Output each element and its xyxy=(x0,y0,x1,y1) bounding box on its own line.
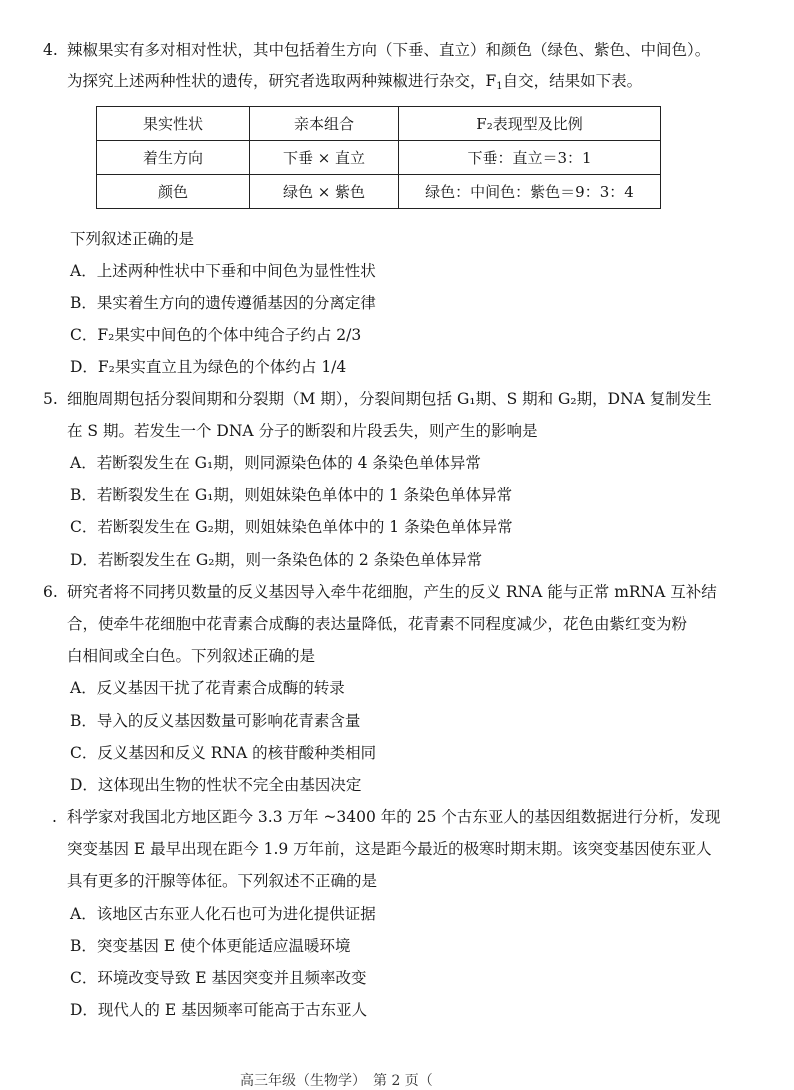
question-4-stem-line-2-text: 为探究上述两种性状的遗传，研究者选取两种辣椒进行杂交，F xyxy=(67,72,497,90)
question-5-stem-line-1: 细胞周期包括分裂间期和分裂期（M 期），分裂间期包括 G₁期、S 期和 G₂期，DNA 复制发生 xyxy=(67,390,712,408)
table-row xyxy=(97,141,661,175)
table-cell: 下垂：直立＝3：1 xyxy=(399,141,661,175)
question-4-stem-line-1: 辣椒果实有多对相对性状，其中包括着生方向（下垂、直立）和颜色（绿色、紫色、中间色）。 xyxy=(67,41,711,59)
question-5-option-a: A．若断裂发生在 G₁期，则同源染色体的 4 条染色单体异常 xyxy=(70,454,481,472)
question-7-option-a: A．该地区古东亚人化石也可为进化提供证据 xyxy=(70,905,376,923)
table-row xyxy=(97,175,661,209)
question-7-option-d: D．现代人的 E 基因频率可能高于古东亚人 xyxy=(70,1001,368,1019)
question-6-option-b: B．导入的反义基因数量可影响花青素含量 xyxy=(70,712,361,730)
question-6-number: 6. xyxy=(43,583,58,601)
question-7-stem-line-2: 突变基因 E 最早出现在距今 1.9 万年前，这是距今最近的极寒时期末期。该突变基因使东亚人 xyxy=(67,840,712,858)
question-4-number: 4. xyxy=(43,41,58,59)
question-4-option-d: D．F₂果实直立且为绿色的个体约占 1/4 xyxy=(70,358,347,376)
question-5-number: 5. xyxy=(43,390,58,408)
question-6-stem-line-2: 合，使牵牛花细胞中花青素合成酶的表达量降低，花青素不同程度减少，花色由紫红变为粉 xyxy=(67,615,688,633)
table-header-cell: 果实性状 xyxy=(97,107,250,141)
question-5-stem-line-2: 在 S 期。若发生一个 DNA 分子的断裂和片段丢失，则产生的影响是 xyxy=(67,422,538,440)
question-4-stem-line-2-end: 自交，结果如下表。 xyxy=(502,72,643,90)
table-cell: 绿色 × 紫色 xyxy=(250,175,399,209)
question-7-stem-line-3: 具有更多的汗腺等体征。下列叙述不正确的是 xyxy=(67,872,378,890)
question-6-option-a: A．反义基因干扰了花青素合成酶的转录 xyxy=(70,679,345,697)
table-header-cell: F₂表现型及比例 xyxy=(399,107,661,141)
table-cell: 颜色 xyxy=(97,175,250,209)
question-7-option-c: C．环境改变导致 E 基因突变并且频率改变 xyxy=(70,969,367,987)
question-7-number: . xyxy=(52,808,57,826)
question-5-option-b: B．若断裂发生在 G₁期，则姐妹染色单体中的 1 条染色单体异常 xyxy=(70,486,513,504)
question-4-stem-line-2 xyxy=(67,71,642,94)
question-4-option-a: A．上述两种性状中下垂和中间色为显性性状 xyxy=(70,262,376,280)
question-7-stem-line-1: 科学家对我国北方地区距今 3.3 万年 ~3400 年的 25 个古东亚人的基因组数据进行分析，发现 xyxy=(67,808,721,826)
question-6-option-d: D．这体现出生物的性状不完全由基因决定 xyxy=(70,776,362,794)
table-cell: 下垂 × 直立 xyxy=(250,141,399,175)
question-6-stem-line-1: 研究者将不同拷贝数量的反义基因导入牵牛花细胞，产生的反义 RNA 能与正常 mRNA 互补结 xyxy=(67,583,717,601)
question-4-prompt: 下列叙述正确的是 xyxy=(70,230,195,248)
cross-results-table xyxy=(96,106,661,209)
question-4-option-b: B．果实着生方向的遗传遵循基因的分离定律 xyxy=(70,294,376,312)
question-7-option-b: B．突变基因 E 使个体更能适应温暖环境 xyxy=(70,937,351,955)
page-footer: 高三年级（生物学） 第 2 页（ xyxy=(240,1073,433,1089)
question-6-option-c: C．反义基因和反义 RNA 的核苷酸种类相同 xyxy=(70,744,377,762)
question-5-option-d: D．若断裂发生在 G₂期，则一条染色体的 2 条染色单体异常 xyxy=(70,551,483,569)
question-5-option-c: C．若断裂发生在 G₂期，则姐妹染色单体中的 1 条染色单体异常 xyxy=(70,518,513,536)
question-6-stem-line-3: 白相间或全白色。下列叙述正确的是 xyxy=(67,647,316,665)
table-header-row xyxy=(97,107,661,141)
f1-subscript: 1 xyxy=(496,81,503,92)
question-4-option-c: C．F₂果实中间色的个体中纯合子约占 2/3 xyxy=(70,326,362,344)
table-header-cell: 亲本组合 xyxy=(250,107,399,141)
table-cell: 绿色：中间色：紫色＝9：3：4 xyxy=(399,175,661,209)
table-cell: 着生方向 xyxy=(97,141,250,175)
